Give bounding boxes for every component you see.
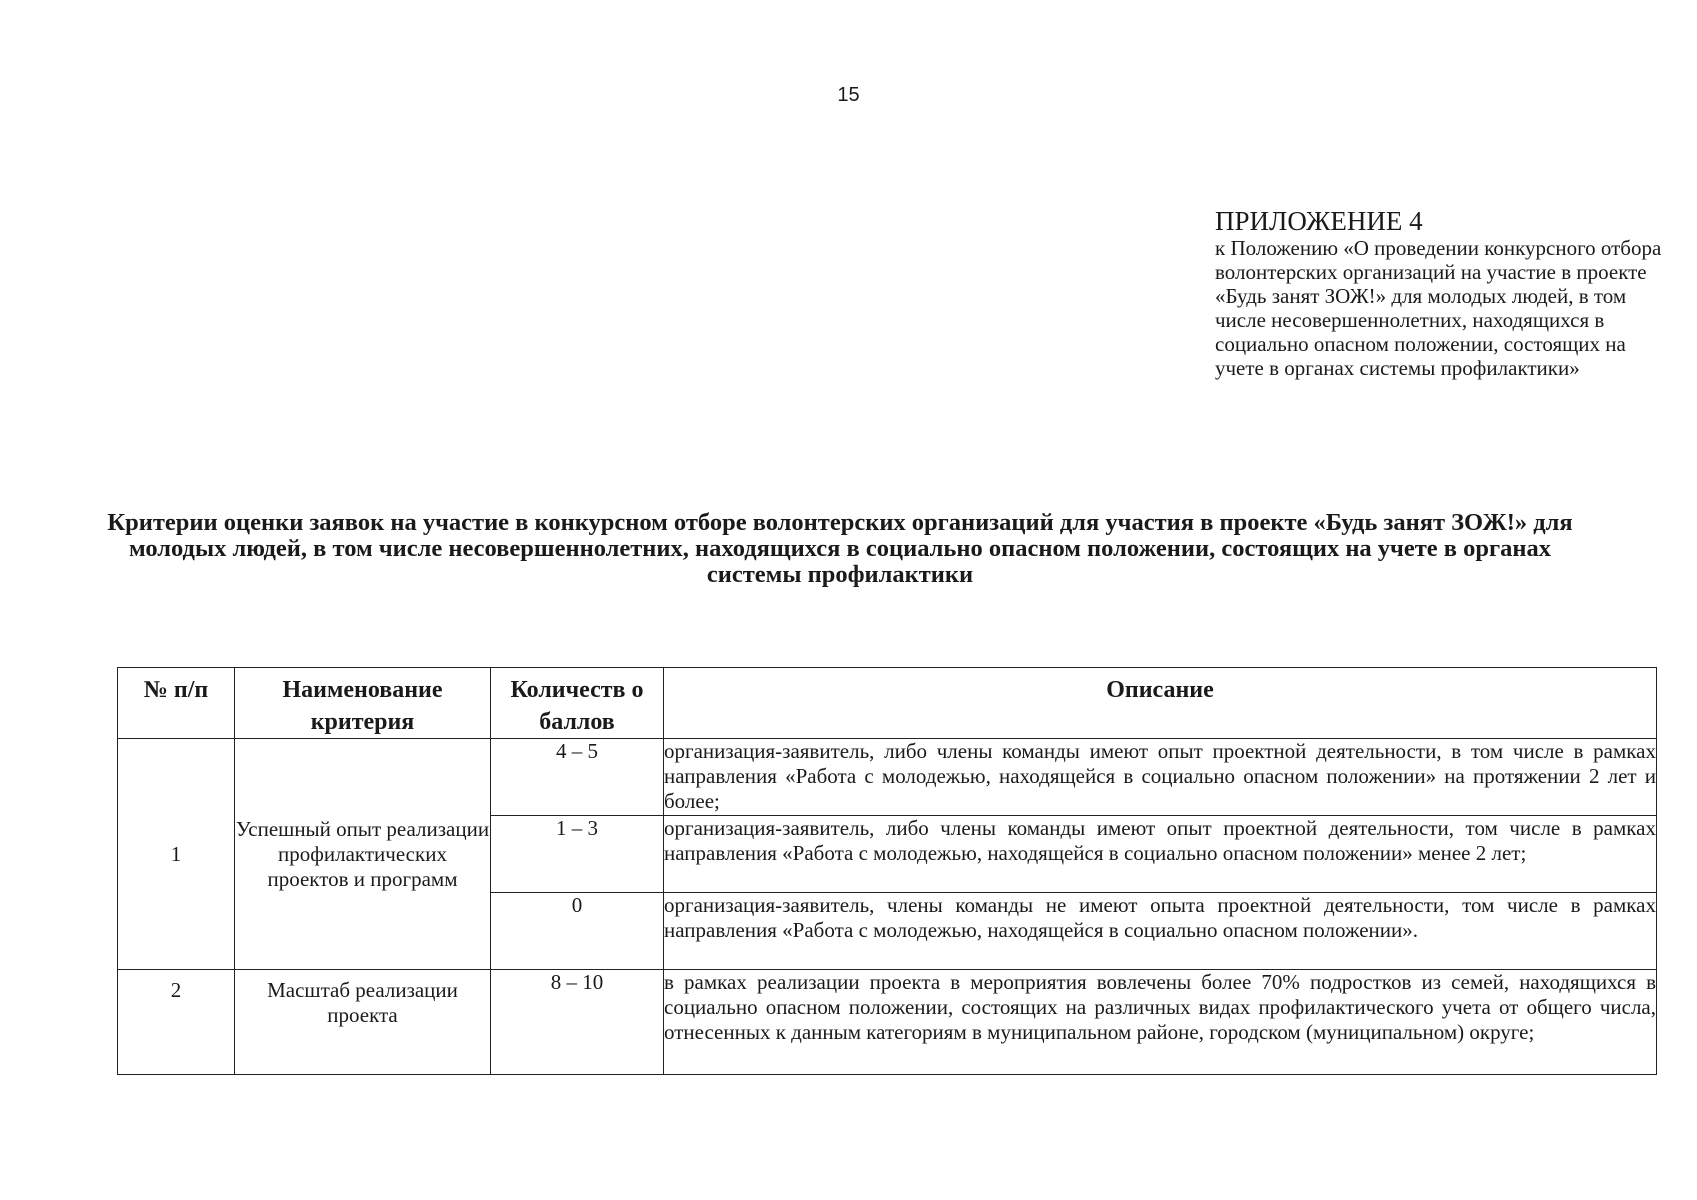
appendix-block [1215, 206, 1675, 380]
row-number: 2 [118, 970, 235, 1075]
criterion-name: Успешный опыт реализации профилактических проектов и программ [235, 739, 491, 970]
document-title: Критерии оценки заявок на участие в конкурсном отборе волонтерских организаций для участия в проекте «Будь занят ЗОЖ!» для молодых людей, в том числе несовершеннолетних, находящихся в социально опасном положении, состоящих на учете в органах системы профилактики [107, 509, 1573, 588]
header-num: № п/п [118, 668, 235, 739]
score-range: 0 [491, 893, 664, 970]
score-description: организация-заявитель, члены команды не имеют опыта проектной деятельности, том числе в рамках направления «Работа с молодежью, находящейся в социально опасном положении». [664, 893, 1657, 970]
score-range: 4 – 5 [491, 739, 664, 816]
table-row [118, 739, 1657, 816]
score-range: 8 – 10 [491, 970, 664, 1075]
page-number: 15 [837, 84, 860, 106]
score-range: 1 – 3 [491, 816, 664, 893]
criteria-table [117, 667, 1657, 1075]
header-criterion: Наименование критерия [235, 668, 491, 739]
row-number: 1 [118, 739, 235, 970]
score-description: организация-заявитель, либо члены команды имеют опыт проектной деятельности, в том числе в рамках направления «Работа с молодежью, находящейся в социально опасном положении» на протяжении 2 лет и более; [664, 739, 1657, 816]
appendix-note: к Положению «О проведении конкурсного отбора волонтерских организаций на участие в проекте «Будь занят ЗОЖ!» для молодых людей, в том числе несовершеннолетних, находящихся в социально опасном положении, состоящих на учете в органах системы профилактики» [1215, 236, 1662, 380]
header-score: Количеств о баллов [491, 668, 664, 739]
header-description: Описание [664, 668, 1657, 739]
appendix-title: ПРИЛОЖЕНИЕ 4 [1215, 206, 1423, 236]
criterion-name: Масштаб реализации проекта [235, 970, 491, 1075]
score-description: организация-заявитель, либо члены команды имеют опыт проектной деятельности, том числе в рамках направления «Работа с молодежью, находящейся в социально опасном положении» менее 2 лет; [664, 816, 1657, 893]
table-row [118, 970, 1657, 1075]
score-description: в рамках реализации проекта в мероприятия вовлечены более 70% подростков из семей, находящихся в социально опасном положении, состоящих на различных видах профилактического учета от общего числа, отнесенных к данным категориям в муниципальном районе, городском (муниципальном) округе; [664, 970, 1657, 1075]
table-header-row [118, 668, 1657, 739]
